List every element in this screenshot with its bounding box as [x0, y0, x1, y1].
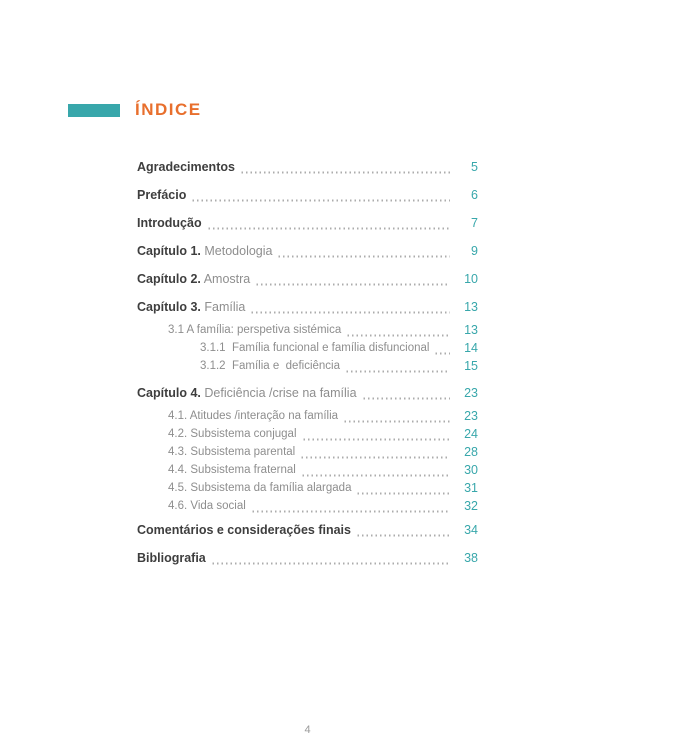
toc-entry — [137, 322, 478, 338]
dotted-leader — [207, 219, 450, 231]
toc-entry — [137, 498, 478, 514]
toc-entry — [137, 271, 478, 287]
toc-entry — [137, 522, 478, 538]
toc-entry-bold-text: Capítulo 3. — [137, 300, 201, 314]
toc-entry-bold-text: Prefácio — [137, 188, 187, 202]
toc-entry-label — [137, 386, 357, 401]
toc-entry — [137, 299, 478, 315]
toc-entry — [137, 159, 478, 175]
toc-entry-label — [168, 426, 297, 442]
toc-entry-label — [137, 244, 272, 259]
dotted-leader — [211, 554, 450, 566]
toc-page-number: 31 — [464, 481, 478, 495]
toc-entry-bold-text: Comentários e considerações finais — [137, 523, 351, 537]
dotted-leader — [434, 344, 450, 356]
toc-entry-label — [137, 551, 206, 566]
dotted-leader — [191, 191, 450, 203]
toc-page-number: 32 — [464, 499, 478, 513]
toc-page-number: 28 — [464, 445, 478, 459]
toc-entry-rest-text: 3.1.1 Família funcional e família disfuncional — [200, 342, 430, 354]
toc-entry-label — [168, 480, 351, 496]
dotted-leader — [240, 163, 450, 175]
toc-entry-rest-text: Amostra — [200, 272, 251, 286]
toc-entry-label — [137, 188, 186, 203]
toc-entry-label — [137, 216, 202, 231]
toc-page-number: 15 — [464, 359, 478, 373]
page-folio-number: 4 — [304, 724, 311, 736]
toc-entry — [137, 215, 478, 231]
toc-entry-rest-text: 4.6. Vida social — [168, 500, 246, 512]
dotted-leader — [302, 430, 451, 442]
toc-entry-label — [200, 340, 429, 356]
toc-entry-rest-text: Metodologia — [200, 244, 273, 258]
toc-entry-bold-text: Introdução — [137, 216, 202, 230]
toc-entry-label — [137, 272, 250, 287]
toc-entry-label — [168, 498, 246, 514]
dotted-leader — [343, 412, 450, 424]
toc-page-number: 6 — [471, 188, 478, 202]
toc-entry-bold-text: Capítulo 1. — [137, 244, 201, 258]
toc-entry — [137, 187, 478, 203]
toc-entry — [137, 444, 478, 460]
toc-entry — [137, 462, 478, 478]
dotted-leader — [277, 247, 450, 259]
toc-page-number: 23 — [464, 386, 478, 400]
dotted-leader — [251, 502, 450, 514]
toc-page-number: 7 — [471, 216, 478, 230]
dotted-leader — [356, 484, 450, 496]
toc-page-number: 5 — [471, 160, 478, 174]
toc-entry-label — [200, 358, 340, 374]
toc-entry-bold-text: Agradecimentos — [137, 160, 235, 174]
toc-entry — [137, 340, 478, 356]
toc-entry-label — [168, 462, 296, 478]
toc-entry — [137, 550, 478, 566]
dotted-leader — [300, 448, 450, 460]
toc-page-number: 34 — [464, 523, 478, 537]
toc-entry-label — [168, 408, 338, 424]
toc-page-number: 13 — [464, 300, 478, 314]
dotted-leader — [255, 275, 450, 287]
toc-page-number: 10 — [464, 272, 478, 286]
toc-page-number: 9 — [471, 244, 478, 258]
toc-entry-label — [137, 300, 245, 315]
toc-page-number: 38 — [464, 551, 478, 565]
toc-entry — [137, 243, 478, 259]
toc-entry-rest-text: 4.1. Atitudes /interação na família — [168, 410, 339, 422]
toc-entry — [137, 480, 478, 496]
toc-page-number: 24 — [464, 427, 478, 441]
toc-entry-bold-text: Capítulo 2. — [137, 272, 201, 286]
toc-entry-rest-text: 3.1.2 Família e deficiência — [200, 360, 340, 372]
toc-page-number: 23 — [464, 409, 478, 423]
toc-entry-rest-text: 3.1 A família: perspetiva sistémica — [168, 324, 342, 336]
dotted-leader — [356, 526, 450, 538]
toc-entry-rest-text: Deficiência /crise na família — [200, 386, 357, 400]
dotted-leader — [301, 466, 450, 478]
toc-entry-label — [168, 444, 295, 460]
toc-entry-rest-text: 4.5. Subsistema da família alargada — [168, 482, 352, 494]
toc-entry-bold-text: Bibliografia — [137, 551, 206, 565]
toc-entry-label — [168, 322, 341, 338]
page-title: ÍNDICE — [135, 100, 202, 119]
table-of-contents — [137, 159, 478, 566]
toc-entry-rest-text: 4.2. Subsistema conjugal — [168, 428, 297, 440]
dotted-leader — [362, 389, 450, 401]
title-accent-bar — [68, 104, 120, 117]
toc-entry — [137, 426, 478, 442]
dotted-leader — [345, 362, 450, 374]
toc-entry-rest-text: Família — [200, 300, 246, 314]
toc-page-number: 13 — [464, 323, 478, 337]
toc-entry-bold-text: Capítulo 4. — [137, 386, 201, 400]
dotted-leader — [346, 326, 450, 338]
toc-entry-label — [137, 160, 235, 175]
toc-entry-rest-text: 4.3. Subsistema parental — [168, 446, 296, 458]
toc-entry-rest-text: 4.4. Subsistema fraternal — [168, 464, 296, 476]
toc-entry — [137, 408, 478, 424]
index-header — [68, 100, 680, 120]
dotted-leader — [250, 303, 450, 315]
toc-entry-label — [137, 523, 351, 538]
toc-page-number: 30 — [464, 463, 478, 477]
toc-entry — [137, 385, 478, 401]
toc-entry — [137, 358, 478, 374]
toc-page-number: 14 — [464, 341, 478, 355]
